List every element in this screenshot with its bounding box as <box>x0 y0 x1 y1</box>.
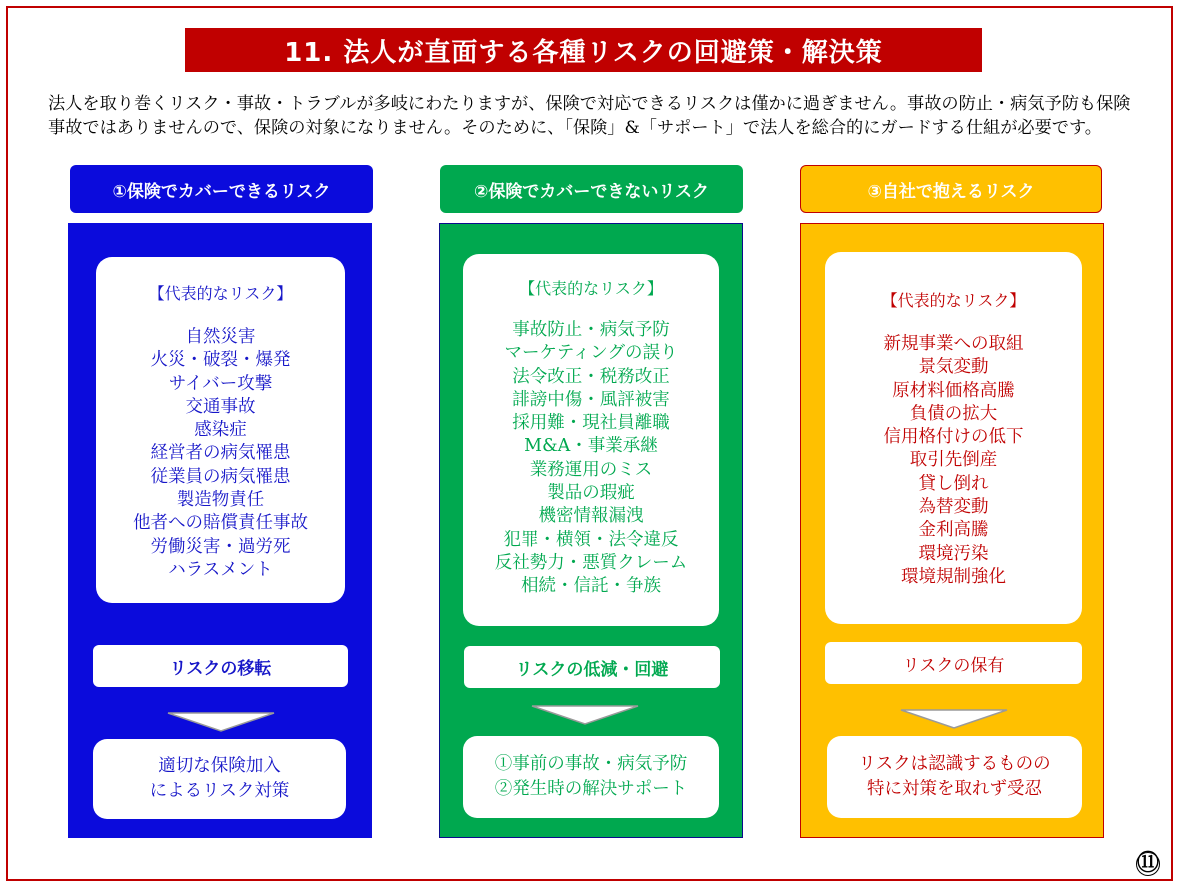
result-box <box>827 736 1082 818</box>
risk-list <box>463 319 719 599</box>
approach-label: リスクの移転 <box>93 645 348 687</box>
risk-list-heading: 【代表的なリスク】 <box>881 291 1026 310</box>
list-item: 貸し倒れ <box>918 473 989 494</box>
intro-text: 法人を取り巻くリスク・事故・トラブルが多岐にわたりますが、保険で対応できるリスクは僅かに過ぎません。事故の防止・病気予防も保険事故ではありませんので、保険の対象になりません。そのために、「保険」&「サポート」で法人を総合的にガードする仕組が必要です。 <box>48 94 1131 138</box>
list-item: 新規事業への取組 <box>883 334 1024 354</box>
list-item: 景気変動 <box>918 357 989 378</box>
list-item: M&A・事業承継 <box>524 436 658 457</box>
list-item: 交通事故 <box>185 396 256 417</box>
panel-uninsurable <box>439 223 743 838</box>
risk-list <box>825 333 1082 589</box>
result-box <box>463 736 719 818</box>
down-arrow-icon <box>530 704 640 726</box>
list-item: 信用格付けの低下 <box>883 427 1024 448</box>
result-line: によるリスク対策 <box>149 781 290 801</box>
list-item: 機密情報漏洩 <box>538 506 644 527</box>
list-item: ハラスメント <box>168 559 273 580</box>
list-item: サイバー攻撃 <box>168 373 273 394</box>
list-item: 反社勢力・悪質クレーム <box>494 552 688 573</box>
list-item: 事故防止・病気予防 <box>512 320 670 340</box>
list-item: 為替変動 <box>918 497 989 518</box>
list-item: 業務運用のミス <box>529 459 653 480</box>
column-header-insurable: ①保険でカバーできるリスク <box>70 165 373 213</box>
column-header-uninsurable: ②保険でカバーできないリスク <box>440 165 743 213</box>
risk-list-box <box>96 257 345 603</box>
list-item: 従業員の病気罹患 <box>150 466 291 487</box>
result-line: 適切な保険加入 <box>158 756 281 776</box>
list-item: 製造物責任 <box>176 490 265 511</box>
list-item: マーケティングの誤り <box>504 343 678 364</box>
risk-list-box <box>463 254 719 626</box>
list-item: 環境汚染 <box>918 543 989 564</box>
down-arrow-icon <box>166 711 276 733</box>
list-item: 負債の拡大 <box>909 403 998 424</box>
result-line: リスクは認識するものの <box>858 754 1051 774</box>
list-item: 法令改正・税務改正 <box>512 366 670 387</box>
list-item: 原材料価格高騰 <box>892 380 1015 401</box>
result-line: 特に対策を取れず受忍 <box>867 779 1042 799</box>
column-header-retained: ③自社で抱えるリスク <box>800 165 1102 213</box>
approach-label: リスクの低減・回避 <box>464 646 720 688</box>
risk-list-box <box>825 252 1082 624</box>
list-item: 自然災害 <box>185 327 256 347</box>
approach-label: リスクの保有 <box>825 642 1082 684</box>
page-title: 11. 法人が直面する各種リスクの回避策・解決策 <box>185 28 982 72</box>
list-item: 採用難・現社員離職 <box>512 413 670 434</box>
list-item: 経営者の病気罹患 <box>150 443 291 464</box>
result-line: ②発生時の解決サポート <box>494 779 688 799</box>
result-line: ①事前の事故・病気予防 <box>494 754 688 774</box>
risk-list <box>96 326 345 582</box>
list-item: 取引先倒産 <box>909 450 998 471</box>
list-item: 金利高騰 <box>918 520 989 541</box>
down-arrow-icon <box>899 708 1009 730</box>
risk-list-heading: 【代表的なリスク】 <box>519 279 663 298</box>
panel-retained <box>800 223 1104 838</box>
list-item: 感染症 <box>194 420 247 441</box>
list-item: 誹謗中傷・風評被害 <box>512 389 670 410</box>
result-box <box>93 739 346 819</box>
list-item: 犯罪・横領・法令違反 <box>503 529 679 550</box>
risk-list-heading: 【代表的なリスク】 <box>148 284 293 303</box>
list-item: 環境規制強化 <box>901 566 1006 587</box>
list-item: 他者への賠償責任事故 <box>133 513 308 534</box>
panel-insurable <box>68 223 372 838</box>
list-item: 火災・破裂・爆発 <box>150 350 291 371</box>
page-number <box>1136 852 1160 876</box>
page-number-text: ⑪ <box>1137 851 1160 876</box>
list-item: 製品の瑕疵 <box>547 483 635 504</box>
list-item: 労働災害・過労死 <box>150 536 291 557</box>
list-item: 相続・信託・争族 <box>521 576 661 597</box>
